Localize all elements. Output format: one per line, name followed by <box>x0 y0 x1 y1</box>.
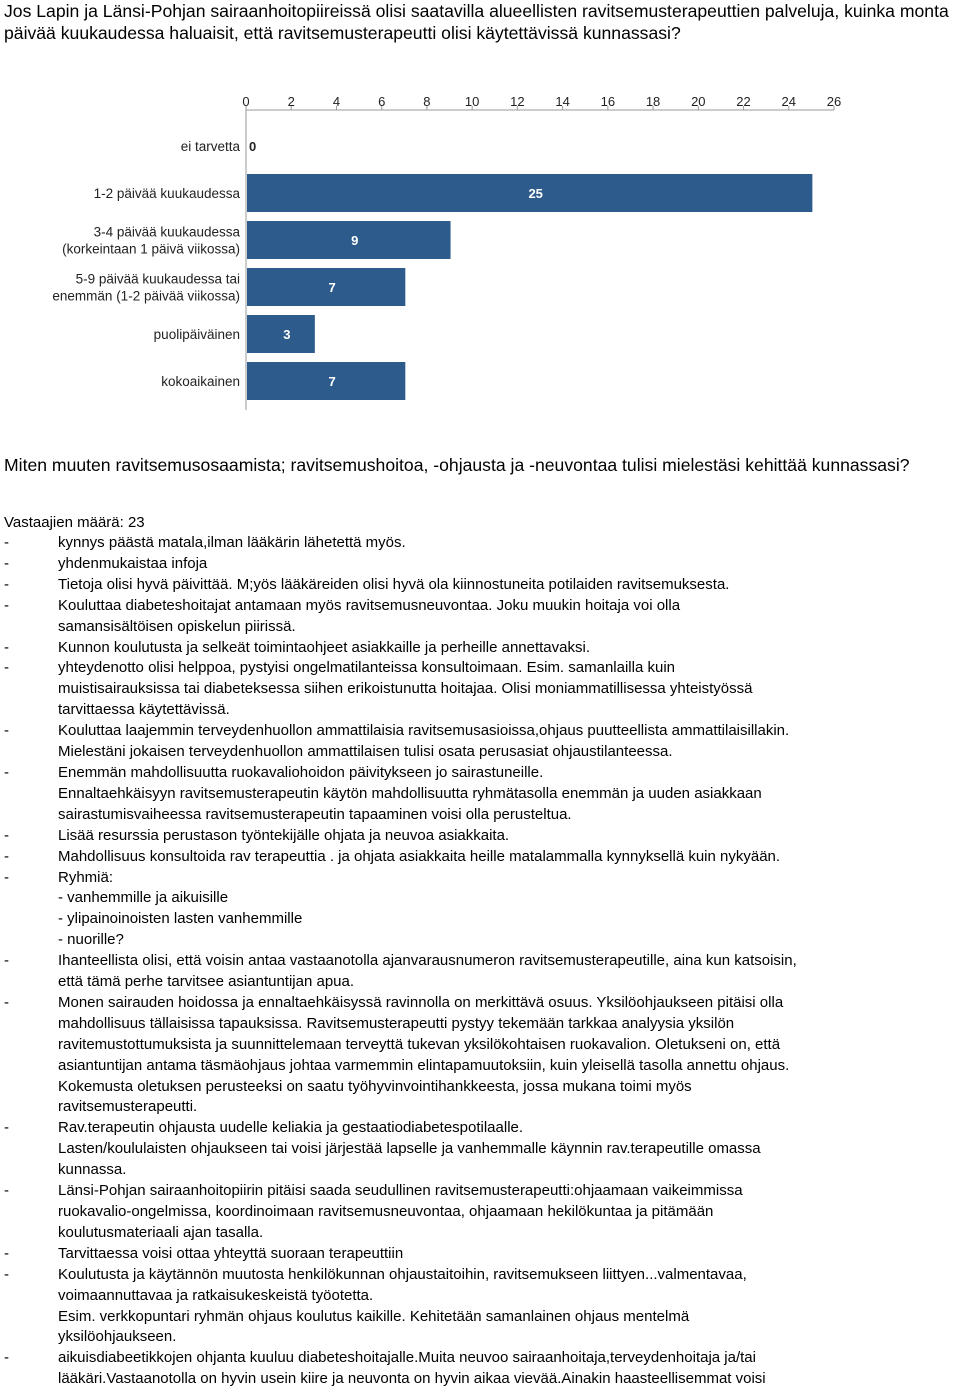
answer-item <box>4 575 960 596</box>
question-1: Jos Lapin ja Länsi-Pohjan sairaanhoitopiireissä olisi saatavilla alueellisten ravitsemusterapeuttien palveluja, kuinka monta päivää kuukaudessa haluaisit, että ravitsemusterapeutti olisi käytettävissä kunnassasi? <box>4 1 949 43</box>
answer-text: Monen sairauden hoidossa ja ennaltaehkäisyssä ravinnolla on merkittävä osuus. Yksilöohjaukseen pitäisi olla mahdollisuus tällaisissa tapauksissa. Ravitsemusterapeutti pystyy tekemään tarkkaa analyysia yksilön ravitemustottumuksista ja suunnittelemaan terveyttä tukevan yksilökohtaisen ruokavalion. Oletukseni on, että asiantuntijan antama täsmäohjaus johtaa varmemmin elintapamuutoksiin, kuin yleisellä tasolla annettu ohjaus. Kokemusta oletuksen perusteeksi on saatu työhyvinvointihankkeesta, jossa mukana toimi myös ravitsemusterapeutti. <box>58 993 790 1116</box>
bar-value-label: 7 <box>328 374 336 389</box>
answer-text: Kunnon koulutusta ja selkeät toimintaohjeet asiakkaille ja perheille annettavaksi. <box>58 638 590 656</box>
list-dash: - <box>4 826 9 844</box>
answer-item <box>4 533 960 554</box>
answer-item <box>4 638 960 659</box>
list-dash: - <box>4 1119 9 1137</box>
list-dash: - <box>4 868 9 886</box>
x-tick-label: 20 <box>691 94 706 109</box>
answer-item <box>4 596 960 638</box>
x-tick-label: 2 <box>287 94 295 109</box>
answer-item <box>4 554 960 575</box>
x-tick-label: 4 <box>332 94 341 109</box>
question-2: Miten muuten ravitsemusosaamista; ravitsemushoitoa, -ohjausta ja -neuvontaa tulisi mielestäsi kehittää kunnassasi? <box>4 455 910 475</box>
list-dash: - <box>4 847 9 865</box>
answer-text: Mahdollisuus konsultoida rav terapeuttia . ja ohjata asiakkaita heille matalammalla kynnyksellä kuin nykyään. <box>58 847 781 865</box>
answer-item <box>4 1265 960 1349</box>
answer-text: Tietoja olisi hyvä päivittää. M;yös lääkäreiden olisi hyvä ola kiinnostuneita potilaiden ravitsemuksesta. <box>58 575 730 593</box>
answer-item <box>4 1244 960 1265</box>
x-tick-label: 22 <box>736 94 751 109</box>
category-label: kokoaikainen <box>161 374 240 389</box>
bar <box>247 221 451 259</box>
x-tick-label: 18 <box>645 94 661 109</box>
answer-text: Enemmän mahdollisuutta ruokavaliohoidon päivitykseen jo sairastuneille. Ennaltaehkäisyyn ravitsemusterapeutin käytön mahdollisuutta ryhmätasolla enemmän ja uuden asiakkaan sairastumisvaiheessa ravitsemusterapeutin tapaaminen voisi olla perusteltua. <box>58 763 762 823</box>
answer-text: yhteydenotto olisi helppoa, pystyisi ongelmatilanteissa konsultoimaan. Esim. samanlailla kuin muistisairauksissa tai diabeteksessa siihen erikoistunutta hoitajaa. Olisi moniammatillisessa yhteistyössä tarvittaessa käytettävissä. <box>58 659 753 719</box>
category-label: ei tarvetta <box>180 139 240 154</box>
x-tick-label: 6 <box>378 94 386 109</box>
category-label: 3-4 päivää kuukaudessa <box>93 224 240 240</box>
answer-item <box>4 721 960 763</box>
bar-value-label: 7 <box>328 280 336 295</box>
bar <box>247 315 315 353</box>
answer-text: Tarvittaessa voisi ottaa yhteyttä suoraan terapeuttiin <box>58 1244 404 1262</box>
x-tick-label: 16 <box>600 94 616 109</box>
answer-item <box>4 1181 960 1244</box>
bar <box>247 362 405 400</box>
answer-item <box>4 847 960 868</box>
list-dash: - <box>4 1265 9 1283</box>
list-dash: - <box>4 952 9 970</box>
answer-item <box>4 1348 960 1390</box>
answer-item <box>4 658 960 721</box>
list-dash: - <box>4 659 9 677</box>
x-tick-label: 12 <box>510 94 525 109</box>
category-label: enemmän (1-2 päivää viikossa) <box>52 288 240 304</box>
answer-item <box>4 826 960 847</box>
answer-text: Lisää resurssia perustason työntekijälle ohjata ja neuvoa asiakkaita. <box>58 826 510 844</box>
answer-item <box>4 993 960 1118</box>
respondent-count: Vastaajien määrä: 23 <box>4 514 145 531</box>
answer-text: Kouluttaa diabeteshoitajat antamaan myös ravitsemusneuvontaa. Joku muukin hoitaja voi olla samansisältöisen opiskelun piirissä. <box>58 596 681 635</box>
x-tick-label: 10 <box>464 94 480 109</box>
x-tick-label: 14 <box>555 94 570 109</box>
list-dash: - <box>4 638 9 656</box>
x-tick-label: 24 <box>781 94 797 109</box>
category-label: 1-2 päivää kuukaudessa <box>93 186 240 201</box>
answer-text: kynnys päästä matala,ilman lääkärin lähetettä myös. <box>58 534 406 551</box>
category-label: (korkeintaan 1 päivä viikossa) <box>62 241 240 257</box>
list-dash: - <box>4 722 9 740</box>
bar-value-label: 0 <box>249 139 257 154</box>
list-dash: - <box>4 1244 9 1262</box>
x-tick-label: 8 <box>423 94 431 109</box>
answer-text: Ryhmiä: - vanhemmille ja aikuisille - ylipainoinoisten lasten vanhemmille - nuorille? <box>58 868 303 949</box>
bar-value-label: 25 <box>528 186 543 201</box>
answer-text: Koulutusta ja käytännön muutosta henkilökunnan ohjaustaitoihin, ravitsemukseen liittyen...valmentavaa, voimaannuttavaa ja ratkaisukeskeistä työotetta. Esim. verkkopuntari ryhmän ohjaus koulutus kaikille. Kehitetään samanlainen ohjaus mentelmä yksilöohjaukseen. <box>58 1265 747 1346</box>
answer-text: Länsi-Pohjan sairaanhoitopiirin pitäisi saada seudullinen ravitsemusterapeutti:ohjaamaan vaikeimmissa ruokavalio-ongelmissa, koordinoimaan ravitsemusneuvontaa, ohjaamaan hekilökuntaa ja pitämään koulutusmateriaali ajan tasalla. <box>58 1182 743 1241</box>
answer-text: aikuisdiabeetikkojen ohjanta kuuluu diabeteshoitajalle.Muita neuvoo sairaanhoitaja,terveydenhoitaja ja/tai lääkäri.Vastaanotolla on hyvin usein kiire ja neuvonta on hyvin aikaa vievää.Ainakin haasteellisemmat voisi <box>58 1349 766 1388</box>
bar-value-label: 3 <box>283 327 291 342</box>
answer-item <box>4 763 960 826</box>
list-dash: - <box>4 1349 9 1367</box>
bar <box>247 268 405 306</box>
list-dash: - <box>4 993 9 1011</box>
list-dash: - <box>4 596 9 614</box>
list-dash: - <box>4 575 9 593</box>
answer-text: Rav.terapeutin ohjausta uudelle keliakia ja gestaatiodiabetespotilaalle. Lasten/koululaisten ohjaukseen tai voisi järjestää lapselle ja vanhemmalle käynnin rav.terapeutille omassa kunnassa. <box>58 1119 761 1179</box>
answer-text: Ihanteellista olisi, että voisin antaa vastaanotolla ajanvarausnumeron ravitsemusterapeutille, aina kun katsoisin, että tämä perhe tarvitsee asiantuntijan apua. <box>58 952 797 991</box>
list-dash: - <box>4 534 9 551</box>
category-label: puolipäiväinen <box>153 327 240 342</box>
list-dash: - <box>4 1182 9 1200</box>
x-tick-label: 26 <box>826 94 842 109</box>
bar-chart <box>0 88 960 428</box>
answer-text: Kouluttaa laajemmin terveydenhuollon ammattilaisia ravitsemusasioissa,ohjaus puutteellista ammattilaisillakin. Mielestäni jokaisen terveydenhuollon ammattilaisen tulisi osata perusasiat ohjaustilanteessa. <box>58 722 790 761</box>
x-tick-label: 0 <box>242 94 250 109</box>
list-dash: - <box>4 554 9 572</box>
category-label: 5-9 päivää kuukaudessa tai <box>75 271 240 287</box>
answer-item <box>4 951 960 993</box>
answer-list <box>4 533 960 1390</box>
answer-text: yhdenmukaistaa infoja <box>58 554 208 572</box>
bar-value-label: 9 <box>351 233 359 248</box>
answer-item <box>4 1118 960 1181</box>
answer-item <box>4 868 960 952</box>
list-dash: - <box>4 763 9 781</box>
